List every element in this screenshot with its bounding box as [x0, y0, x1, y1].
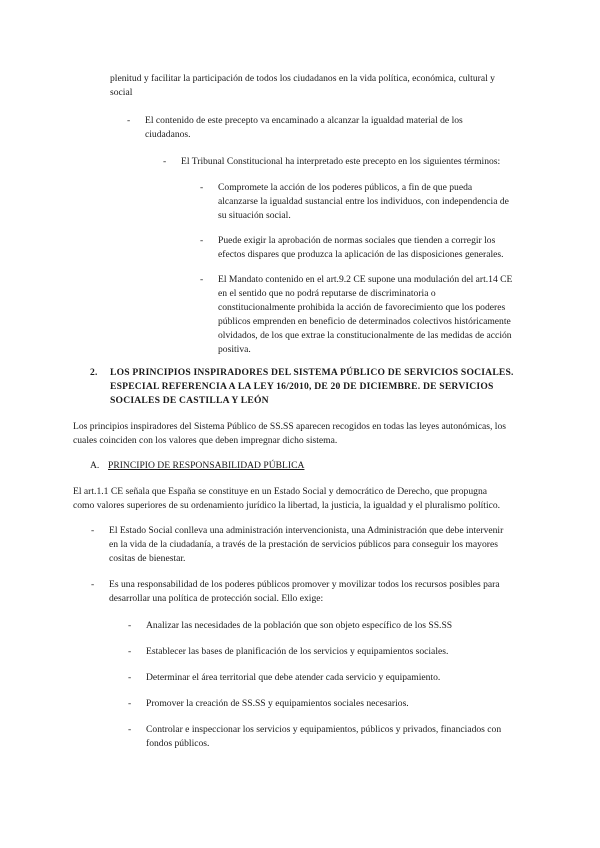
bullet-dash: - [127, 115, 131, 126]
bullet-text: Promover la creación de SS.SS y equipamientos sociales necesarios. [146, 698, 409, 709]
bullet-text: efectos dispares que produzca la aplicación de las disposiciones generales. [218, 249, 504, 260]
bullet-text: Puede exigir la aprobación de normas sociales que tienden a corregir los [218, 235, 496, 246]
bullet-dash: - [128, 620, 132, 631]
bullet-text: públicos emprenden en beneficio de determinados colectivos históricamente [218, 316, 511, 327]
paragraph-line: como valores superiores de su ordenamiento jurídico la libertad, la justicia, la igualdad y el pluralismo político. [73, 500, 501, 511]
bullet-text: Es una responsabilidad de los poderes públicos promover y movilizar todos los recursos posibles para [109, 579, 500, 590]
section-number: 2. [90, 367, 98, 378]
bullet-text: Determinar el área territorial que debe atender cada servicio y equipamiento. [146, 672, 441, 683]
bullet-text: cositas de bienestar. [109, 553, 186, 564]
paragraph-line: El art.1.1 CE señala que España se constituye en un Estado Social y democrático de Derecho, que propugna [73, 486, 487, 497]
bullet-text: en la vida de la ciudadanía, a través de la prestación de servicios públicos para conseguir los mayores [109, 539, 498, 550]
bullet-dash: - [91, 525, 95, 536]
section-heading: ESPECIAL REFERENCIA A LA LEY 16/2010, DE 20 DE DICIEMBRE. DE SERVICIOS [110, 381, 494, 392]
subsection-letter: A. [90, 460, 100, 471]
bullet-dash: - [163, 156, 167, 167]
paragraph-line: Los principios inspiradores del Sistema Público de SS.SS aparecen recogidos en todas las leyes autonómicas, los [73, 421, 506, 432]
intro-line-2: social [110, 87, 133, 98]
bullet-dash: - [91, 579, 95, 590]
bullet-text: El Mandato contenido en el art.9.2 CE supone una modulación del art.14 CE [218, 274, 513, 285]
bullet-dash: - [200, 274, 204, 285]
bullet-text: El Tribunal Constitucional ha interpretado este precepto en los siguientes términos: [181, 156, 501, 167]
bullet-dash: - [128, 646, 132, 657]
bullet-text: su situación social. [218, 210, 291, 221]
bullet-text: Establecer las bases de planificación de los servicios y equipamientos sociales. [146, 646, 449, 657]
section-heading: SOCIALES DE CASTILLA Y LEÓN [110, 395, 269, 406]
bullet-text: fondos públicos. [146, 738, 210, 749]
intro-line-1: plenitud y facilitar la participación de todos los ciudadanos en la vida política, económica, cultural y [110, 73, 495, 84]
bullet-dash: - [128, 698, 132, 709]
paragraph-line: cuales coinciden con los valores que deben impregnar dicho sistema. [73, 435, 338, 446]
bullet-dash: - [200, 235, 204, 246]
bullet-text: El Estado Social conlleva una administración intervencionista, una Administración que debe intervenir [109, 525, 504, 536]
bullet-dash: - [200, 182, 204, 193]
bullet-dash: - [128, 724, 132, 735]
section-heading: LOS PRINCIPIOS INSPIRADORES DEL SISTEMA PÚBLICO DE SERVICIOS SOCIALES. [110, 367, 514, 378]
bullet-dash: - [128, 672, 132, 683]
bullet-text: ciudadanos. [145, 129, 191, 140]
bullet-text: en el sentido que no podrá reputarse de discriminatoria o [218, 288, 436, 299]
bullet-text: alcanzarse la igualdad sustancial entre los individuos, con independencia de [218, 196, 509, 207]
bullet-text: El contenido de este precepto va encaminado a alcanzar la igualdad material de los [145, 115, 463, 126]
subsection-title: PRINCIPIO DE RESPONSABILIDAD PÚBLICA [108, 460, 305, 471]
bullet-text: Controlar e inspeccionar los servicios y equipamientos, públicos y privados, financiados con [146, 724, 502, 735]
bullet-text: desarrollar una política de protección social. Ello exige: [109, 593, 324, 604]
bullet-text: Analizar las necesidades de la población que son objeto específico de los SS.SS [146, 620, 453, 631]
bullet-text: constitucionalmente prohibida la acción de favorecimiento que los poderes [218, 302, 506, 313]
bullet-text: Compromete la acción de los poderes públicos, a fin de que pueda [218, 182, 473, 193]
bullet-text: positiva. [218, 344, 251, 355]
bullet-text: olvidados, de los que extrae la constitucionalmente de las medidas de acción [218, 330, 512, 341]
